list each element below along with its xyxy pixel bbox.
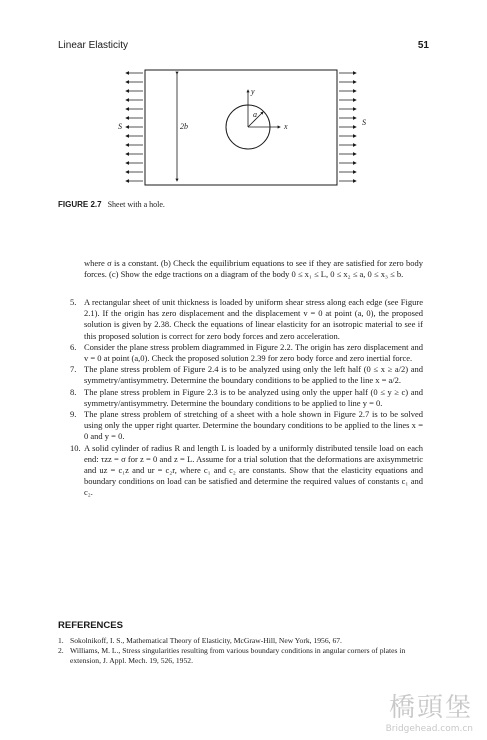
problem-text: A solid cylinder of radius R and length L is loaded by a uniformly distributed tensile load on each end: τzz = σ for z = 0 and z = L. Assume for a trial solution that the deformations are axisymmetric and uz = c₁z and ur = c₂r, where c₁ and c₂ are constants. Show that the elasticity equations and boundary conditions on load can be satisfied and determine the required values of constants c₁ and c₂.	[84, 442, 423, 498]
problem-text: The plane stress problem of stretching of a sheet with a hole shown in Figure 2.7 is to be solved using only the upper right quarter. Determine the boundary conditions to be applied to the lines x = 0 and y = 0.	[84, 409, 423, 442]
problem-number: 7.	[70, 364, 77, 375]
figure-caption-label: FIGURE 2.7	[58, 200, 102, 209]
watermark	[386, 687, 473, 734]
figure-caption	[58, 200, 165, 209]
problem-item	[70, 364, 423, 386]
y-axis-label: y	[251, 87, 255, 96]
watermark-english: Bridgehead.com.cn	[385, 724, 473, 734]
problem-item	[70, 387, 423, 409]
references-list	[58, 636, 423, 666]
problem-number: 5.	[70, 297, 77, 307]
figure-sheet-with-hole	[110, 65, 370, 190]
x-axis-label: x	[284, 122, 288, 131]
problem-number: 9.	[70, 409, 77, 420]
problem-number: 10.	[70, 442, 81, 453]
page-number: 51	[417, 40, 429, 51]
problem-number: 6.	[70, 341, 77, 352]
figure-caption-text: Sheet with a hole.	[107, 200, 165, 209]
problem-item	[70, 342, 423, 364]
reference-number: 2.	[58, 646, 64, 655]
load-label-left: S	[118, 122, 122, 131]
right-traction-arrows	[339, 73, 356, 181]
problem-item	[70, 409, 423, 443]
left-traction-arrows	[126, 73, 143, 181]
problem-number: 8.	[70, 386, 77, 397]
reference-text: Williams, M. L., Stress singularities resulting from various boundary conditions in angular corners of plates in extension, J. Appl. Mech. 19, 526, 1952.	[70, 646, 406, 665]
reference-number: 1.	[58, 636, 64, 645]
problem-list	[70, 297, 423, 499]
problem-text: The plane stress problem in Figure 2.3 is to be analyzed using only the upper half (0 ≤ y ≥ c) and symmetry/antisymmetry. Determine the boundary conditions to be applied to line y = 0.	[84, 386, 423, 408]
reference-text: Sokolnikoff, I. S., Mathematical Theory of Elasticity, McGraw-Hill, New York, 1956, 67.	[70, 636, 342, 645]
problem-text: Consider the plane stress problem diagrammed in Figure 2.2. The origin has zero displacement and v = 0 at point (a,0). Check the proposed solution 2.39 for zero body force and zero inertial force.	[84, 341, 423, 364]
height-label: 2b	[180, 122, 188, 131]
lead-paragraph: where σ is a constant. (b) Check the equilibrium equations to see if they are satisfied for zero body forces. (c) Show the edge tractions on a diagram of the body 0 ≤ x₁ ≤ L, 0 ≤ x₂ ≤ a, 0 ≤ x₃ ≤ b.	[84, 258, 423, 280]
load-label-right: S	[362, 118, 366, 127]
running-header-title: Linear Elasticity	[58, 40, 129, 51]
reference-item	[58, 636, 423, 646]
radius-label: a	[253, 110, 257, 119]
problem-text: The plane stress problem of Figure 2.4 is to be analyzed using only the left half (0 ≤ x ≥ a/2) and symmetry/antisymmetry. Determine the boundary conditions to be applied to the line x = a/2.	[84, 364, 423, 386]
reference-item	[58, 646, 423, 666]
watermark-chinese: 橋頭堡	[388, 693, 473, 723]
sheet-rectangle	[145, 70, 337, 185]
references-heading: REFERENCES	[58, 620, 123, 631]
problem-item	[70, 443, 423, 499]
problem-text: A rectangular sheet of unit thickness is loaded by uniform shear stress along each edge (see Figure 2.1). If the origin has zero displacement and the displacement v = 0 at point (a, 0), the proposed solution is given by 2.38. Check the equations of linear elasticity for an isotropic material to see if this proposed solution is correct for zero body forces and zero acceleration.	[84, 297, 423, 341]
problem-item	[70, 297, 423, 342]
